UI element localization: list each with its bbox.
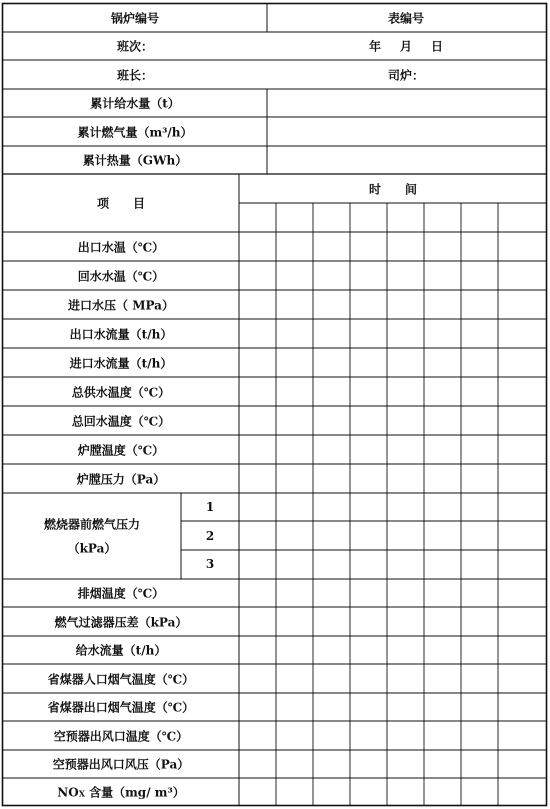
date-month-label: 月 xyxy=(399,39,413,54)
total-heat-label: 累计热量（GWh） xyxy=(82,153,188,168)
nox-prefix: NO xyxy=(57,785,79,800)
total-gas-label: 累计燃气量（m³/h） xyxy=(77,125,193,140)
row-label: 总回水温度（℃） xyxy=(71,414,171,429)
burner-number: 3 xyxy=(205,557,215,571)
boiler-number-label: 锅炉编号 xyxy=(110,11,160,26)
row-label: 省煤器出口烟气温度（℃） xyxy=(47,700,195,715)
row-label: 空预器出风口风压（Pa） xyxy=(52,757,190,772)
time-column-header: 时 间 xyxy=(368,182,418,197)
row-label: 总供水温度（℃） xyxy=(71,385,171,400)
item-column-header: 项 目 xyxy=(96,196,146,211)
row-label: 进口水压（ MPa） xyxy=(68,298,174,313)
row-label: 出口水温（℃） xyxy=(77,240,165,255)
burner-pressure-unit: （kPa） xyxy=(67,541,117,556)
row-label: 回水水温（℃） xyxy=(77,269,165,284)
squad-leader-label: 班长： xyxy=(116,68,154,83)
row-label: 空预器出风口温度（℃） xyxy=(53,729,189,744)
burner-number: 2 xyxy=(205,529,215,543)
total-feedwater-label: 累计给水量（t） xyxy=(90,96,180,111)
burner-pressure-label: 燃烧器前燃气压力 xyxy=(43,517,141,532)
stoker-label: 司炉： xyxy=(387,68,425,83)
row-label: 进口水流量（t/h） xyxy=(69,356,173,371)
row-label: 燃气过滤器压差（kPa） xyxy=(54,615,188,630)
shift-label: 班次： xyxy=(116,39,154,54)
date-day-label: 日 xyxy=(430,39,444,54)
nox-content-label xyxy=(57,784,184,801)
table-number-label: 表编号 xyxy=(387,11,425,26)
row-label: 省煤器人口烟气温度（℃） xyxy=(47,672,195,687)
date-year-label: 年 xyxy=(368,39,382,54)
row-label: 给水流量（t/h） xyxy=(75,643,167,658)
burner-number: 1 xyxy=(205,500,215,514)
row-label: 炉膛压力（Pa） xyxy=(76,472,166,487)
row-label: 出口水流量（t/h） xyxy=(69,327,173,342)
nox-suffix: 含量（mg/ m³） xyxy=(84,785,185,800)
row-label: 炉膛温度（℃） xyxy=(77,443,165,458)
row-label: 排烟温度（℃） xyxy=(77,586,165,601)
nox-subscript: X xyxy=(78,788,85,799)
